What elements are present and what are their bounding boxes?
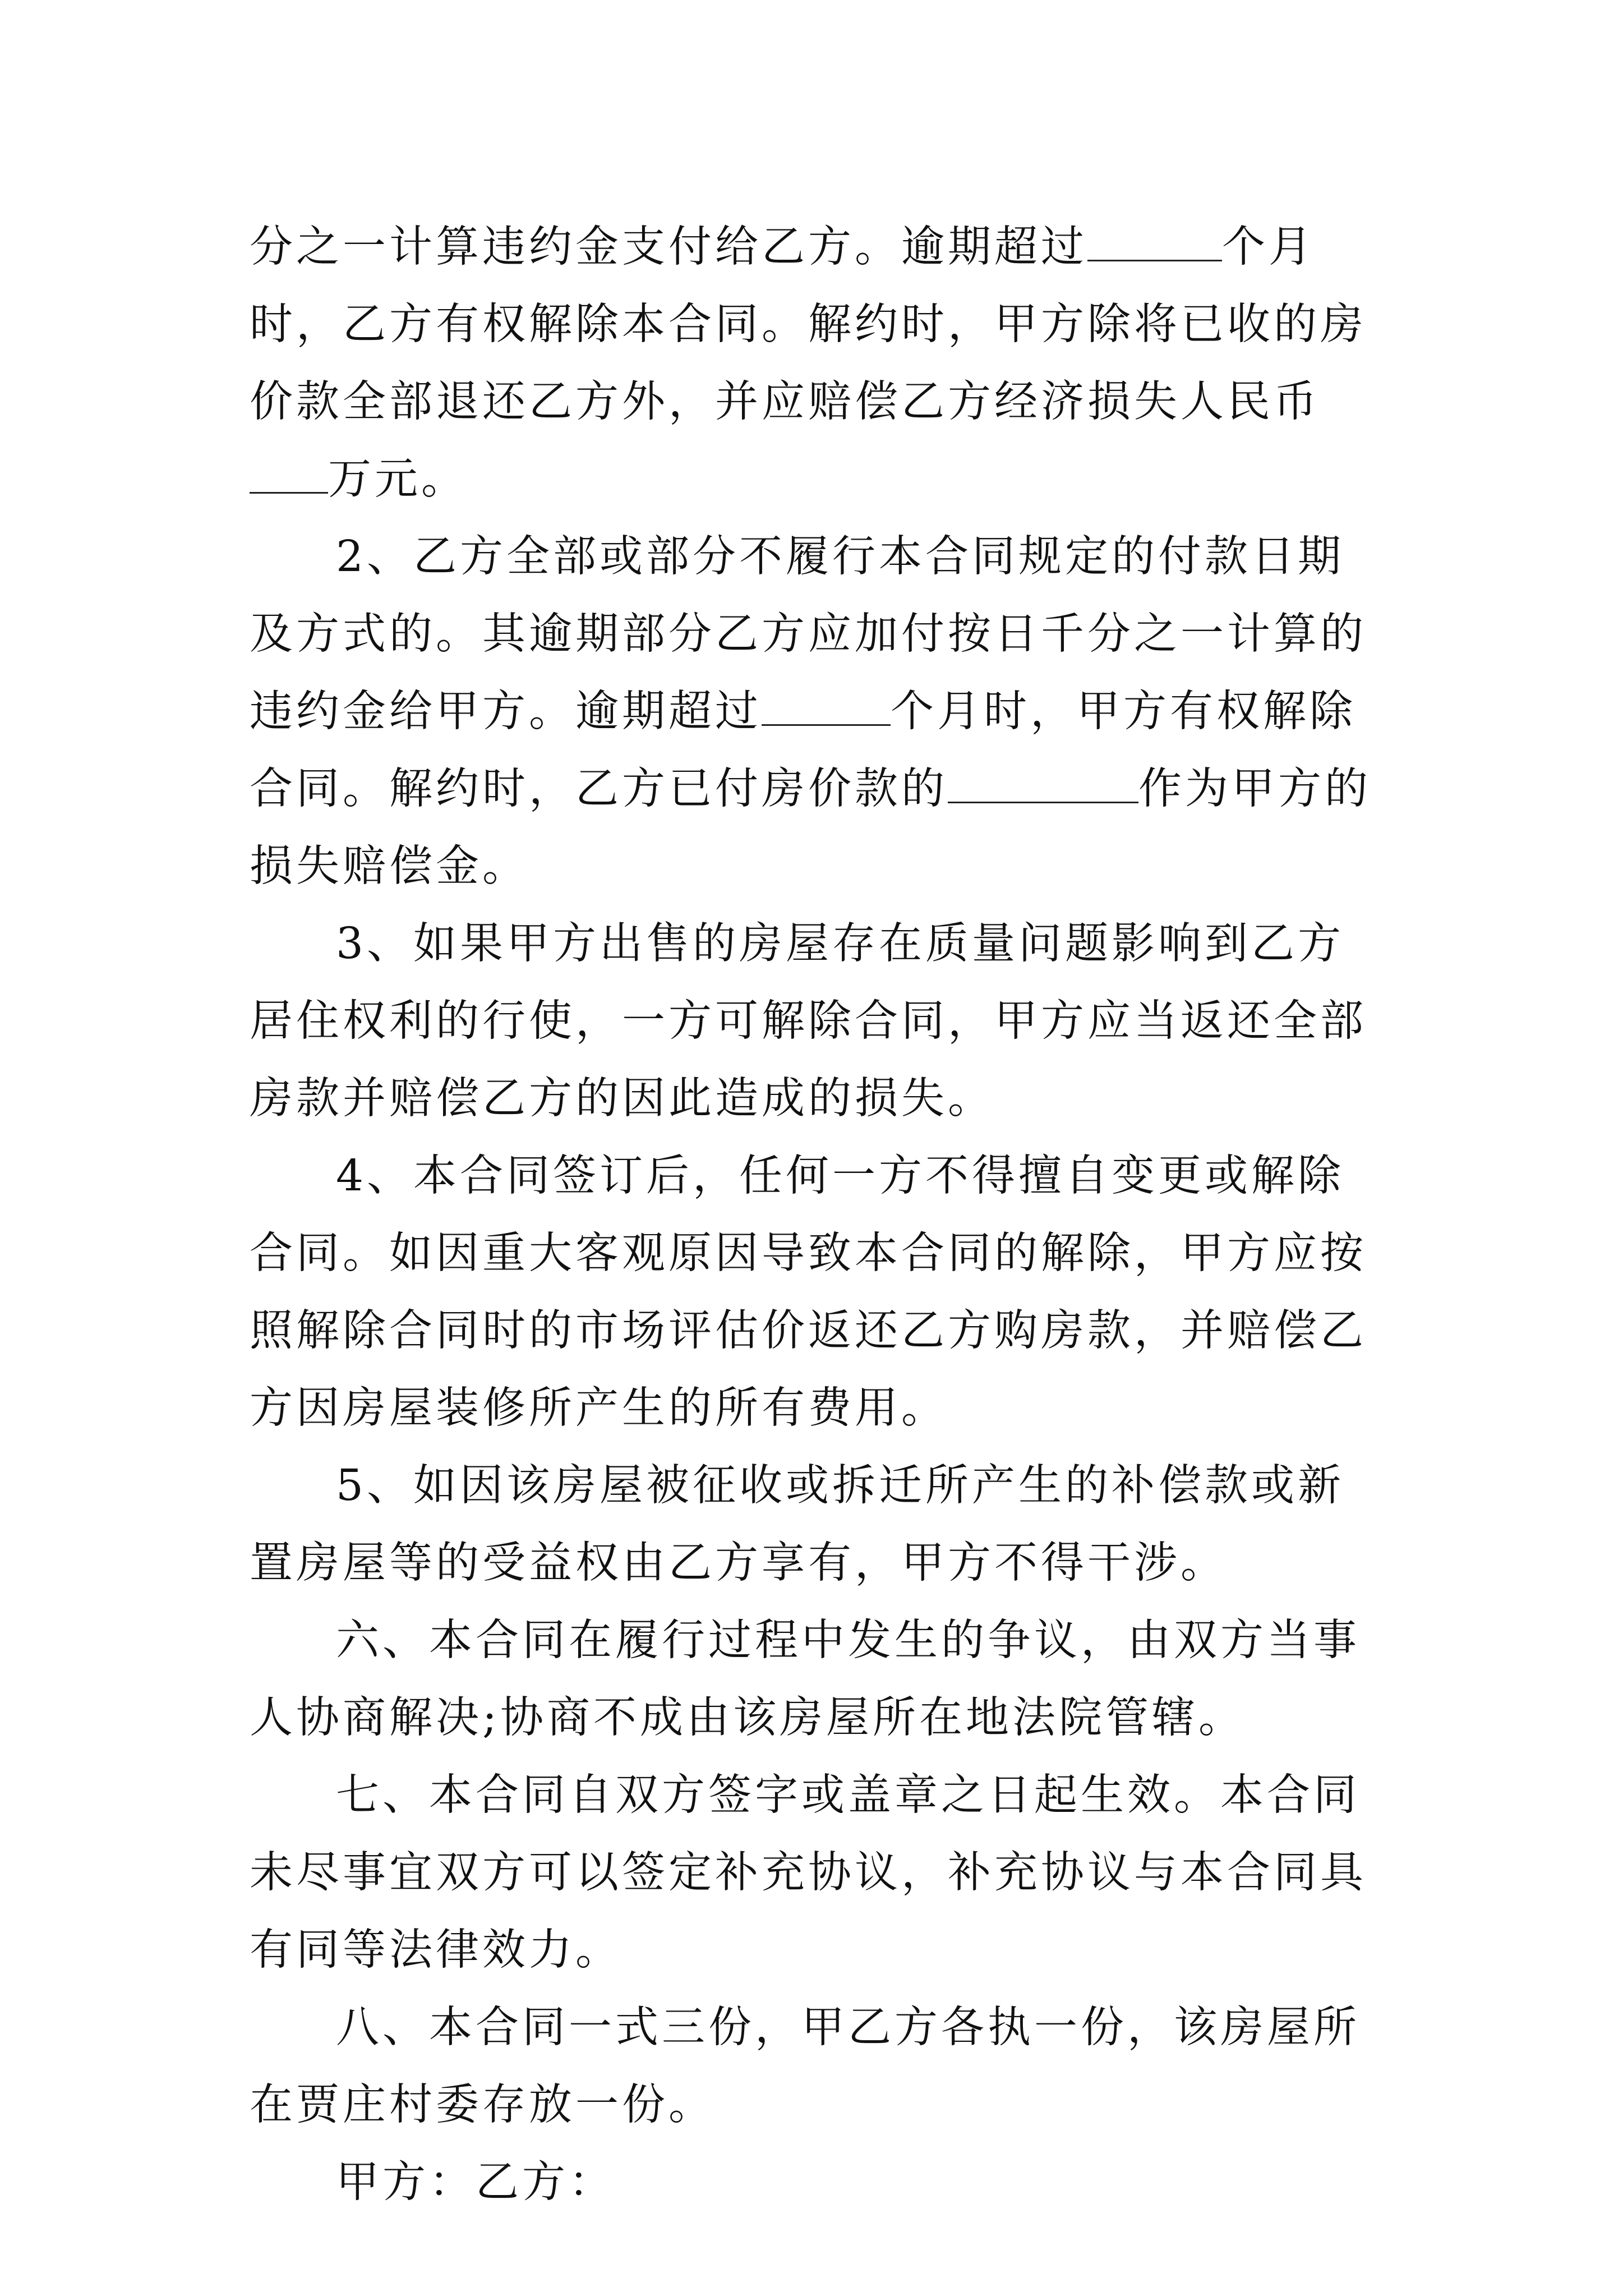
blank-months-overdue bbox=[1087, 220, 1222, 261]
paragraph-2-text-c: 作为甲方的损失赔偿金。 bbox=[250, 764, 1371, 891]
blank-compensation-ratio bbox=[948, 762, 1138, 803]
paragraph-2-text-b: 个月时，甲方有权解除合同。解约时，乙方已付房价款的 bbox=[250, 687, 1356, 814]
paragraph-1 bbox=[250, 209, 1388, 518]
paragraph-1-text-b: 个月时，乙方有权解除本合同。解约时，甲方除将已收的房价款全部退还乙方外，并应赔偿乙方经济损失人民币 bbox=[250, 222, 1367, 427]
paragraph-1-text-a: 分之一计算违约金支付给乙方。逾期超过 bbox=[250, 222, 1087, 272]
paragraph-2-text-a: 2、乙方全部或部分不履行本合同规定的付款日期及方式的。其逾期部分乙方应加付按日千分之一计算的违约金给甲方。逾期超过 bbox=[250, 532, 1367, 737]
blank-months-overdue-buyer bbox=[762, 685, 891, 726]
paragraph-8: 八、本合同一式三份，甲乙方各执一份，该房屋所在贾庄村委存放一份。 bbox=[250, 2003, 1360, 2130]
document-body bbox=[250, 209, 1388, 2221]
paragraph-6: 六、本合同在履行过程中发生的争议，由双方当事人协商解决;协商不成由该房屋所在地法院管辖。 bbox=[250, 1616, 1360, 1743]
signature-line: 甲方：乙方： bbox=[336, 2157, 615, 2207]
paragraph-3: 3、如果甲方出售的房屋存在质量问题影响到乙方居住权利的行使，一方可解除合同，甲方应当返还全部房款并赔偿乙方的因此造成的损失。 bbox=[250, 919, 1367, 1124]
paragraph-7: 七、本合同自双方签字或盖章之日起生效。本合同未尽事宜双方可以签定补充协议，补充协议与本合同具有同等法律效力。 bbox=[250, 1770, 1367, 1975]
paragraph-1-text-c: 万元。 bbox=[328, 454, 468, 504]
paragraph-5: 5、如因该房屋被征收或拆迁所产生的补偿款或新置房屋等的受益权由乙方享有，甲方不得干涉。 bbox=[250, 1461, 1344, 1588]
paragraph-2 bbox=[250, 518, 1388, 905]
paragraph-4: 4、本合同签订后，任何一方不得擅自变更或解除合同。如因重大客观原因导致本合同的解除，甲方应按照解除合同时的市场评估价返还乙方购房款，并赔偿乙方因房屋装修所产生的所有费用。 bbox=[250, 1151, 1367, 1433]
blank-compensation-amount bbox=[250, 453, 328, 494]
